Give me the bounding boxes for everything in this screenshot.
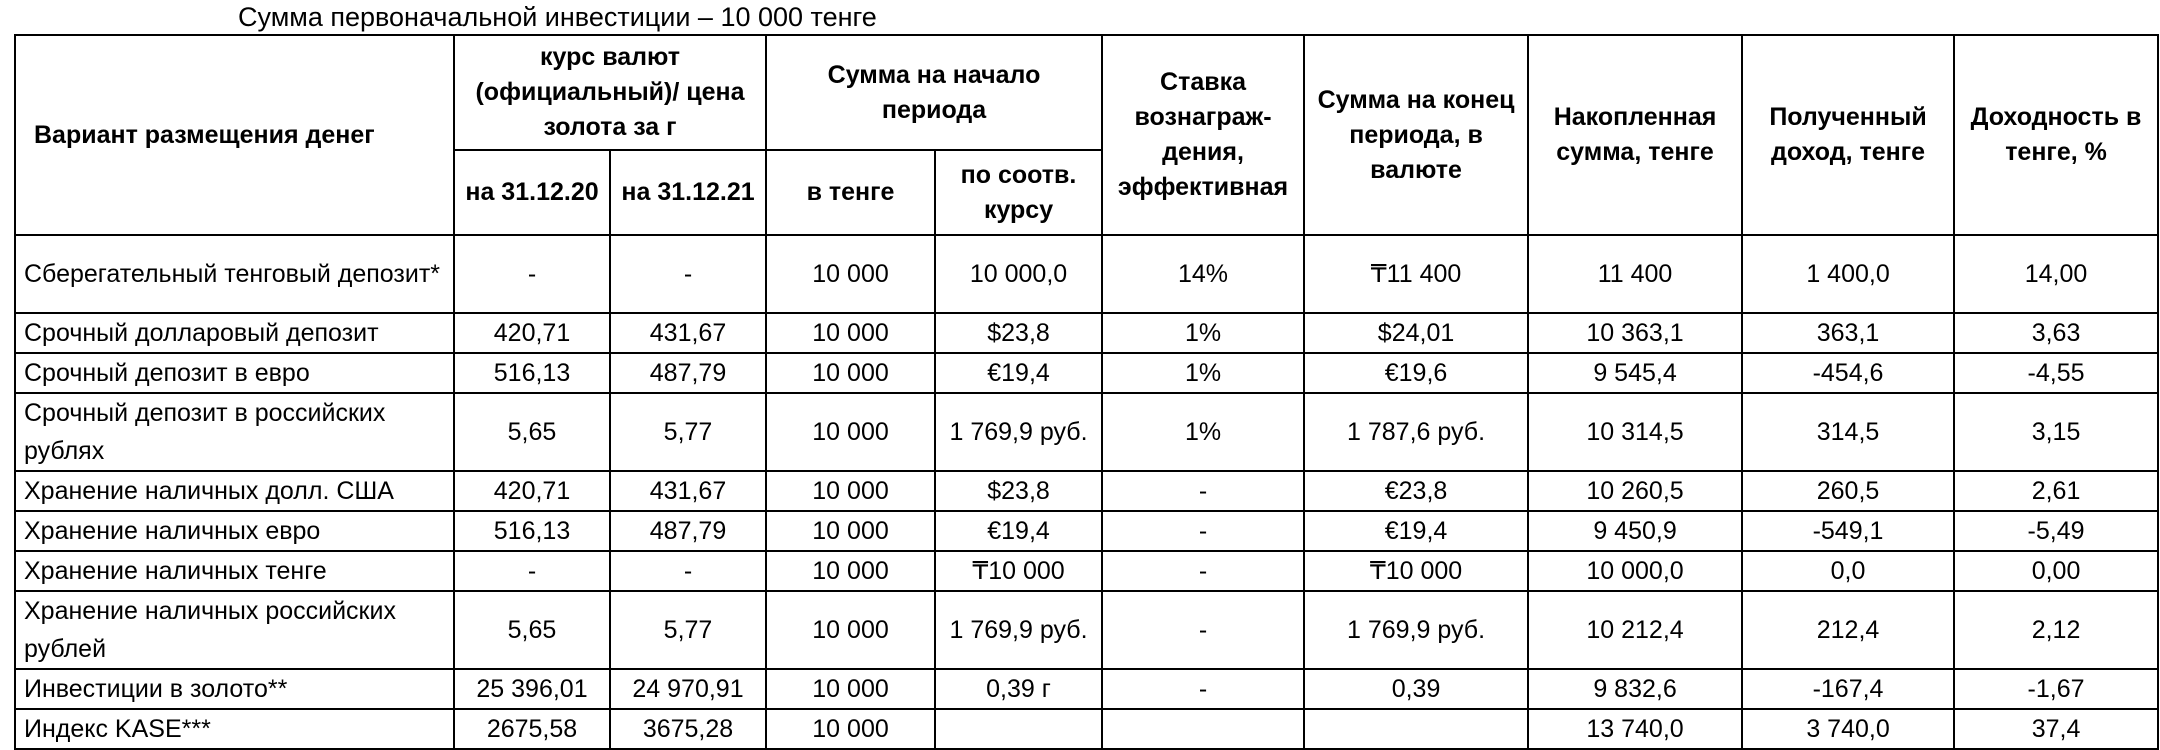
cell-yield: -5,49 — [1954, 511, 2158, 551]
cell-yield: -1,67 — [1954, 669, 2158, 709]
cell-yield: -4,55 — [1954, 353, 2158, 393]
cell-accumulated: 10 000,0 — [1528, 551, 1742, 591]
cell-accumulated: 13 740,0 — [1528, 709, 1742, 749]
cell-rate-2021: 24 970,91 — [610, 669, 766, 709]
header-accumulated: Накопленная сумма, тенге — [1528, 35, 1742, 235]
cell-rate-2020: - — [454, 551, 610, 591]
cell-accumulated: 9 450,9 — [1528, 511, 1742, 551]
cell-accumulated: 11 400 — [1528, 235, 1742, 313]
cell-income: 0,0 — [1742, 551, 1954, 591]
cell-start-rate: $23,8 — [935, 313, 1102, 353]
cell-interest: 14% — [1102, 235, 1304, 313]
cell-end-currency: 1 787,6 руб. — [1304, 393, 1528, 471]
cell-start-rate: 1 769,9 руб. — [935, 591, 1102, 669]
header-start-group: Сумма на начало периода — [766, 35, 1102, 150]
cell-accumulated: 9 545,4 — [1528, 353, 1742, 393]
cell-name: Хранение наличных евро — [15, 511, 454, 551]
cell-start-tenge: 10 000 — [766, 551, 935, 591]
cell-rate-2021: 3675,28 — [610, 709, 766, 749]
cell-rate-2020: 420,71 — [454, 313, 610, 353]
table-row — [15, 709, 2158, 749]
table-row — [15, 393, 2158, 471]
cell-rate-2020: 516,13 — [454, 353, 610, 393]
cell-start-rate: €19,4 — [935, 353, 1102, 393]
table-row — [15, 471, 2158, 511]
cell-start-tenge: 10 000 — [766, 511, 935, 551]
header-interest-rate: Ставка вознаграж-дения, эффективная — [1102, 35, 1304, 235]
cell-interest: 1% — [1102, 393, 1304, 471]
cell-start-tenge: 10 000 — [766, 709, 935, 749]
cell-start-rate: $23,8 — [935, 471, 1102, 511]
cell-yield: 2,61 — [1954, 471, 2158, 511]
cell-yield: 3,63 — [1954, 313, 2158, 353]
cell-start-rate: ₸10 000 — [935, 551, 1102, 591]
cell-end-currency: ₸11 400 — [1304, 235, 1528, 313]
cell-income: 363,1 — [1742, 313, 1954, 353]
cell-start-tenge: 10 000 — [766, 235, 935, 313]
cell-rate-2021: 487,79 — [610, 511, 766, 551]
cell-rate-2021: 487,79 — [610, 353, 766, 393]
cell-rate-2021: 5,77 — [610, 591, 766, 669]
cell-interest: - — [1102, 551, 1304, 591]
cell-rate-2020: 420,71 — [454, 471, 610, 511]
cell-interest: - — [1102, 511, 1304, 551]
cell-rate-2020: 5,65 — [454, 591, 610, 669]
cell-start-tenge: 10 000 — [766, 471, 935, 511]
cell-accumulated: 10 212,4 — [1528, 591, 1742, 669]
cell-end-currency: €19,4 — [1304, 511, 1528, 551]
cell-income: -167,4 — [1742, 669, 1954, 709]
cell-start-tenge: 10 000 — [766, 591, 935, 669]
cell-name: Сберегательный тенговый депозит* — [15, 235, 454, 313]
cell-interest — [1102, 709, 1304, 749]
cell-start-rate: 0,39 г — [935, 669, 1102, 709]
cell-yield: 0,00 — [1954, 551, 2158, 591]
cell-interest: - — [1102, 669, 1304, 709]
cell-end-currency: 0,39 — [1304, 669, 1528, 709]
header-row-top — [15, 35, 2158, 150]
cell-start-rate: 10 000,0 — [935, 235, 1102, 313]
cell-income: 212,4 — [1742, 591, 1954, 669]
cell-rate-2020: 5,65 — [454, 393, 610, 471]
cell-end-currency — [1304, 709, 1528, 749]
cell-rate-2020: 516,13 — [454, 511, 610, 551]
cell-income: 260,5 — [1742, 471, 1954, 511]
table-row — [15, 353, 2158, 393]
header-in-tenge: в тенге — [766, 150, 935, 235]
cell-name: Хранение наличных долл. США — [15, 471, 454, 511]
table-row — [15, 511, 2158, 551]
investment-table — [14, 34, 2159, 750]
cell-end-currency: €23,8 — [1304, 471, 1528, 511]
cell-rate-2021: - — [610, 551, 766, 591]
cell-start-rate: 1 769,9 руб. — [935, 393, 1102, 471]
cell-yield: 3,15 — [1954, 393, 2158, 471]
cell-name: Срочный депозит в российских рублях — [15, 393, 454, 471]
cell-end-currency: 1 769,9 руб. — [1304, 591, 1528, 669]
table-row — [15, 591, 2158, 669]
cell-interest: 1% — [1102, 313, 1304, 353]
table-caption: Сумма первоначальной инвестиции – 10 000 тенге — [238, 2, 877, 32]
cell-income: 1 400,0 — [1742, 235, 1954, 313]
cell-yield: 14,00 — [1954, 235, 2158, 313]
cell-income: 3 740,0 — [1742, 709, 1954, 749]
table-row — [15, 669, 2158, 709]
cell-end-currency: ₸10 000 — [1304, 551, 1528, 591]
cell-name: Хранение наличных тенге — [15, 551, 454, 591]
cell-rate-2020: 2675,58 — [454, 709, 610, 749]
cell-rate-2021: 5,77 — [610, 393, 766, 471]
cell-name: Хранение наличных российских рублей — [15, 591, 454, 669]
table-row — [15, 551, 2158, 591]
cell-start-rate: €19,4 — [935, 511, 1102, 551]
cell-interest: 1% — [1102, 353, 1304, 393]
cell-interest: - — [1102, 591, 1304, 669]
cell-accumulated: 10 260,5 — [1528, 471, 1742, 511]
header-rate-group: курс валют (официальный)/ цена золота за г — [454, 35, 766, 150]
header-income: Полученный доход, тенге — [1742, 35, 1954, 235]
table-row — [15, 235, 2158, 313]
header-placement: Вариант размещения денег — [15, 35, 454, 235]
cell-rate-2021: - — [610, 235, 766, 313]
cell-name: Индекс KASE*** — [15, 709, 454, 749]
cell-rate-2021: 431,67 — [610, 471, 766, 511]
cell-end-currency: €19,6 — [1304, 353, 1528, 393]
cell-start-tenge: 10 000 — [766, 669, 935, 709]
cell-name: Срочный депозит в евро — [15, 353, 454, 393]
cell-income: 314,5 — [1742, 393, 1954, 471]
cell-end-currency: $24,01 — [1304, 313, 1528, 353]
cell-name: Инвестиции в золото** — [15, 669, 454, 709]
cell-income: -454,6 — [1742, 353, 1954, 393]
cell-interest: - — [1102, 471, 1304, 511]
cell-start-rate — [935, 709, 1102, 749]
cell-start-tenge: 10 000 — [766, 353, 935, 393]
cell-accumulated: 10 314,5 — [1528, 393, 1742, 471]
cell-income: -549,1 — [1742, 511, 1954, 551]
cell-rate-2020: - — [454, 235, 610, 313]
header-date-2021: на 31.12.21 — [610, 150, 766, 235]
cell-start-tenge: 10 000 — [766, 393, 935, 471]
cell-accumulated: 10 363,1 — [1528, 313, 1742, 353]
header-date-2020: на 31.12.20 — [454, 150, 610, 235]
cell-accumulated: 9 832,6 — [1528, 669, 1742, 709]
cell-start-tenge: 10 000 — [766, 313, 935, 353]
cell-rate-2020: 25 396,01 — [454, 669, 610, 709]
header-yield: Доходность в тенге, % — [1954, 35, 2158, 235]
cell-yield: 37,4 — [1954, 709, 2158, 749]
table-row — [15, 313, 2158, 353]
cell-name: Срочный долларовый депозит — [15, 313, 454, 353]
header-end-currency: Сумма на конец периода, в валюте — [1304, 35, 1528, 235]
header-by-rate: по соотв. курсу — [935, 150, 1102, 235]
cell-yield: 2,12 — [1954, 591, 2158, 669]
cell-rate-2021: 431,67 — [610, 313, 766, 353]
